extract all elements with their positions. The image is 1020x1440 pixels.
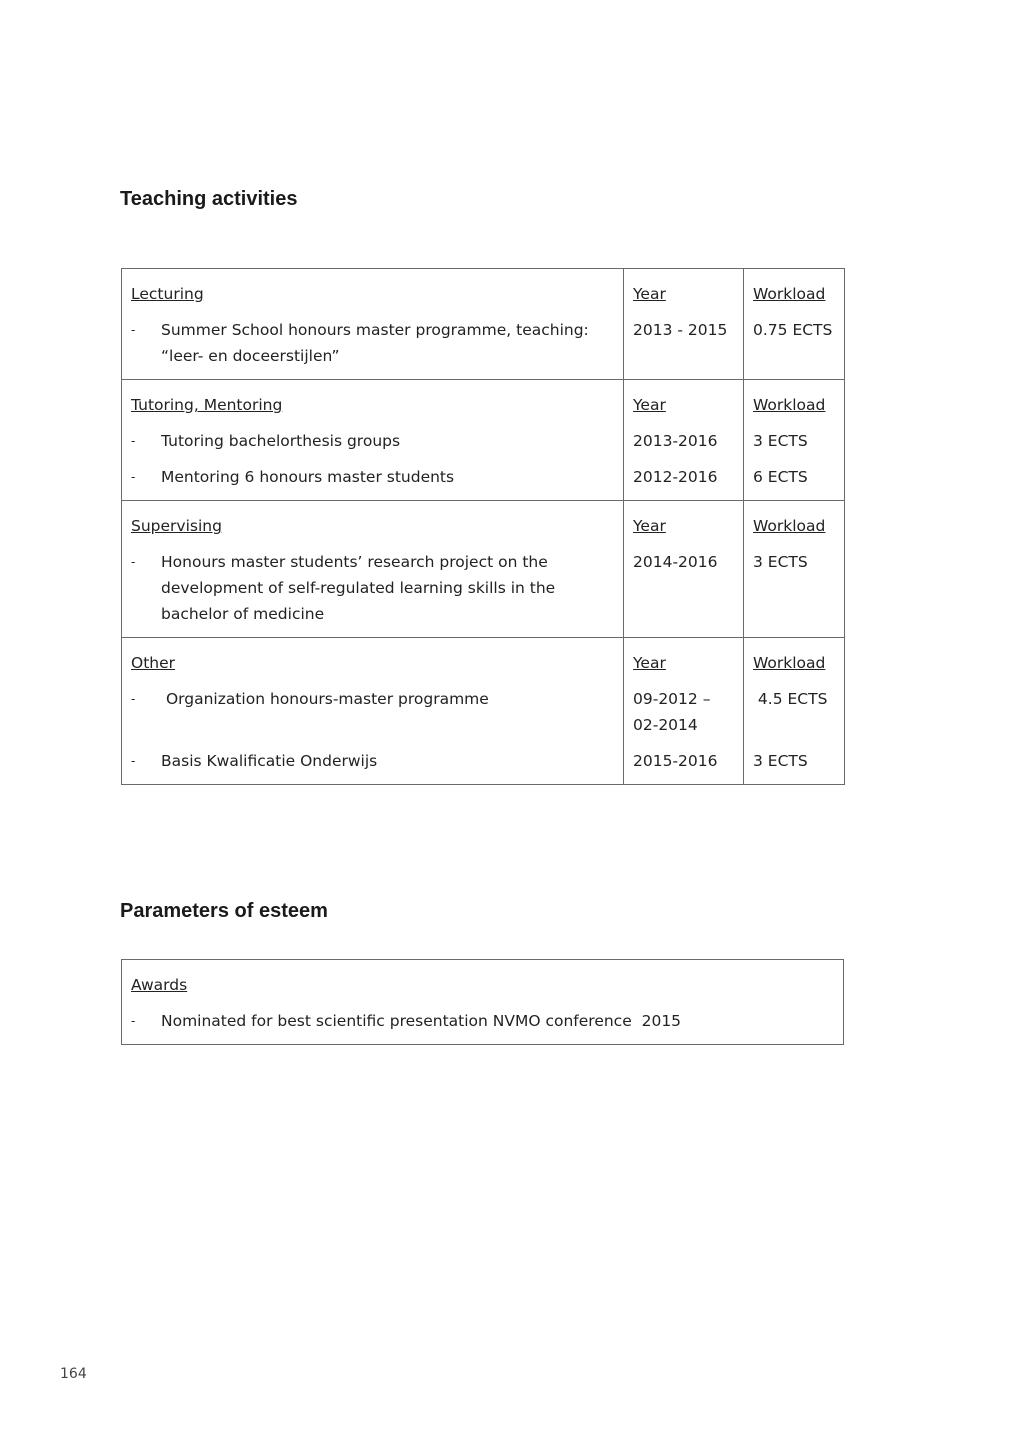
bullet-dash: - (131, 692, 136, 706)
workload-cell (744, 638, 845, 785)
teaching-activities-table (121, 268, 845, 785)
bullet-dash: - (131, 555, 136, 569)
year-column-label: Year (633, 654, 666, 672)
activity-cell (122, 638, 624, 785)
workload-column-label: Workload (753, 396, 826, 414)
year-value: 2012-2016 (633, 468, 718, 486)
page-number: 164 (60, 1366, 87, 1382)
year-column-label: Year (633, 396, 666, 414)
workload-value: 3 ECTS (753, 752, 808, 770)
workload-column-label: Workload (753, 517, 826, 535)
activity-item (131, 748, 614, 774)
bullet-dash: - (131, 470, 136, 484)
workload-cell (744, 380, 845, 501)
year-value: 09-2012 – 02-2014 (633, 690, 711, 734)
award-text: Nominated for best scientific presentation NVMO conference 2015 (161, 1012, 682, 1030)
workload-value: 3 ECTS (753, 432, 808, 450)
workload-value: 6 ECTS (753, 468, 808, 486)
workload-cell (744, 269, 845, 380)
bullet-dash: - (131, 754, 136, 768)
activity-text: Honours master students’ research project on the development of self-regulated learning skills in the bachelor of medicine (161, 553, 561, 623)
esteem-table (121, 959, 844, 1045)
teaching-section-row (122, 269, 845, 380)
activity-text: Summer School honours master programme, teaching: “leer- en doceerstijlen” (161, 321, 594, 365)
awards-cell (122, 960, 844, 1045)
bullet-dash: - (131, 434, 136, 448)
year-cell (624, 501, 744, 638)
activity-item (131, 317, 614, 369)
workload-column-label: Workload (753, 654, 826, 672)
workload-column-label: Workload (753, 285, 826, 303)
year-value: 2013-2016 (633, 432, 718, 450)
awards-heading: Awards (131, 976, 188, 994)
year-cell (624, 380, 744, 501)
activity-item (131, 686, 614, 738)
activity-item (131, 464, 614, 490)
year-column-label: Year (633, 517, 666, 535)
parameters-of-esteem-heading: Parameters of esteem (120, 900, 328, 922)
section-heading: Tutoring, Mentoring (131, 396, 283, 414)
activity-cell (122, 269, 624, 380)
teaching-section-row (122, 638, 845, 785)
award-item (131, 1008, 834, 1034)
teaching-section-row (122, 380, 845, 501)
section-heading: Supervising (131, 517, 222, 535)
workload-value: 3 ECTS (753, 553, 808, 571)
year-column-label: Year (633, 285, 666, 303)
activity-text: Organization honours-master programme (161, 690, 489, 708)
bullet-dash: - (131, 323, 136, 337)
section-heading: Lecturing (131, 285, 204, 303)
activity-item (131, 549, 614, 627)
section-heading: Other (131, 654, 176, 672)
workload-value: 4.5 ECTS (753, 690, 828, 708)
activity-text: Basis Kwalificatie Onderwijs (161, 752, 378, 770)
year-cell (624, 638, 744, 785)
bullet-dash: - (131, 1014, 136, 1028)
activity-text: Mentoring 6 honours master students (161, 468, 455, 486)
teaching-section-row (122, 501, 845, 638)
activity-text: Tutoring bachelorthesis groups (161, 432, 401, 450)
awards-row (122, 960, 844, 1045)
year-value: 2013 - 2015 (633, 321, 728, 339)
year-value: 2015-2016 (633, 752, 718, 770)
teaching-activities-heading: Teaching activities (120, 188, 298, 210)
activity-cell (122, 501, 624, 638)
activity-item (131, 428, 614, 454)
workload-value: 0.75 ECTS (753, 321, 833, 339)
year-cell (624, 269, 744, 380)
year-value: 2014-2016 (633, 553, 718, 571)
workload-cell (744, 501, 845, 638)
activity-cell (122, 380, 624, 501)
